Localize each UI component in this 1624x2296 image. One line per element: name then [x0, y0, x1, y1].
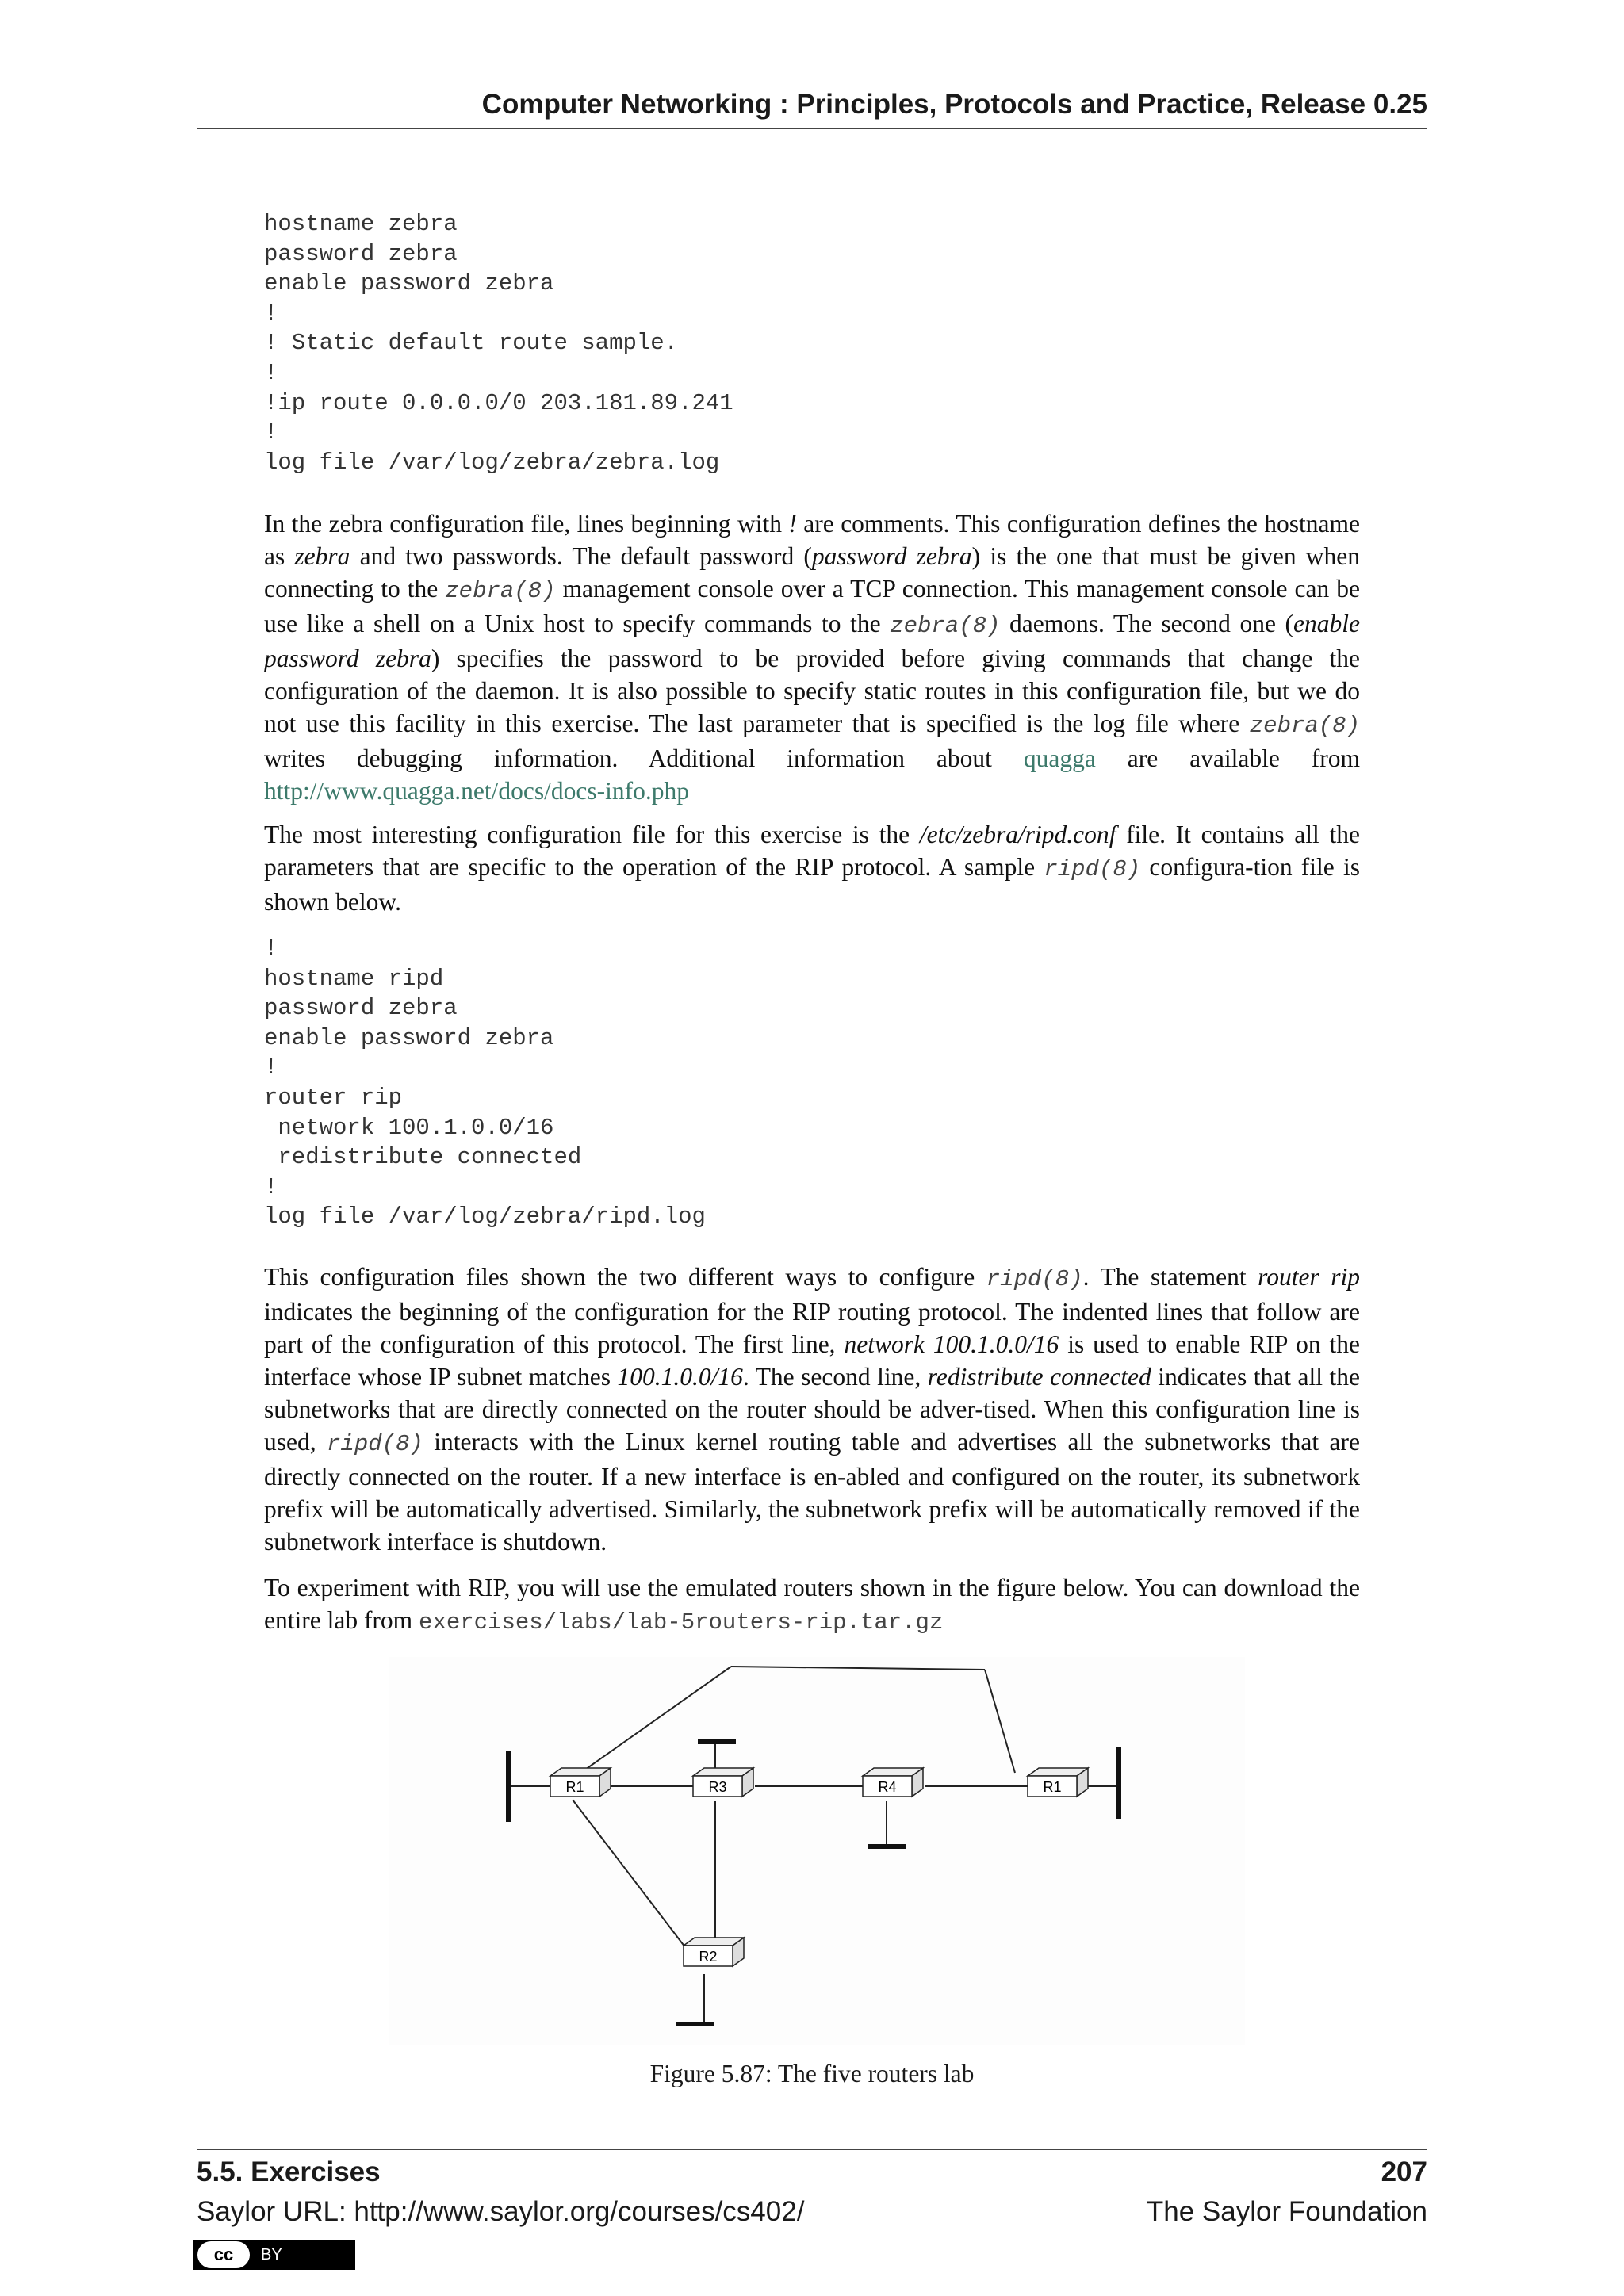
footer-org: The Saylor Foundation	[1146, 2196, 1427, 2227]
router-r3	[693, 1768, 753, 1797]
router-r2-label: R2	[699, 1949, 718, 1965]
code-block-zebra-config: hostname zebra password zebra enable password zebra ! ! Static default route sample. ! !ip route 0.0.0.0/0 203.181.89.241 ! log file /var/log/zebra/zebra.log	[264, 211, 733, 476]
quagga-link[interactable]: quagga	[1023, 744, 1096, 772]
paragraph-lab-download: To experiment with RIP, you will use the emulated routers shown in the figure below. You can download the entire lab from exercises/labs/lab-5routers-rip.tar.gz	[264, 1574, 1360, 1636]
lan-r4-bar	[868, 1844, 906, 1849]
footer-section: 5.5. Exercises	[197, 2156, 381, 2187]
router-r4	[863, 1768, 923, 1797]
lan-r2-bar	[676, 2022, 714, 2026]
link-top	[731, 1667, 985, 1670]
router-r2	[684, 1938, 744, 1966]
cc-by-license-icon: cc BY	[193, 2240, 355, 2270]
lan-right-bar	[1116, 1747, 1121, 1819]
router-r3-label: R3	[708, 1779, 727, 1795]
quagga-docs-link[interactable]: http://www.quagga.net/docs/docs-info.php	[264, 777, 689, 805]
lan-left-bar	[506, 1751, 511, 1822]
code-block-ripd-config: ! hostname ripd password zebra enable password zebra ! router rip network 100.1.0.0/16 redistribute connected ! log file /var/log/zebra/ripd.log	[264, 936, 706, 1230]
paragraph-ripd-intro: The most interesting configuration file for this exercise is the /etc/zebra/ripd.conf file. It contains all the parameters that are specific to the operation of the RIP protocol. A sample ripd(8) configura-tion file is shown below.	[264, 821, 1360, 916]
link-r1-right-top	[985, 1670, 1015, 1773]
lan-r3-bar	[698, 1739, 736, 1744]
router-r1-right-label: R1	[1043, 1779, 1062, 1795]
router-r1-left	[550, 1768, 611, 1797]
router-r4-label: R4	[878, 1779, 897, 1795]
figure-caption: Figure 5.87: The five routers lab	[649, 2060, 975, 2087]
paragraph-zebra-config: In the zebra configuration file, lines beginning with ! are comments. This configuration defines the hostname as zebra and two passwords. The default password (password zebra) is the one that must be given when connecting to the zebra(8) management console over a TCP connection. This management console can be use like a shell on a Unix host to specify commands to the zebra(8) daemons. The second one (enable password zebra) specifies the password to be provided before giving commands that change the configuration of the daemon. It is also possible to specify static routes in this configuration file, but we do not use this facility in this exercise. The last parameter that is specified is the log file where zebra(8) writes debugging information. Additional information about quagga are available from http://www.quagga.net/docs/docs-info.php	[264, 510, 1360, 805]
router-r1-left-label: R1	[565, 1779, 584, 1795]
link-r1-left-top	[585, 1667, 731, 1770]
footer-url: Saylor URL: http://www.saylor.org/courses/cs402/	[197, 2196, 805, 2227]
network-diagram	[389, 1657, 1245, 2045]
running-header: Computer Networking : Principles, Protocols and Practice, Release 0.25	[481, 89, 1427, 120]
lab-archive-path: exercises/labs/lab-5routers-rip.tar.gz	[419, 1609, 944, 1636]
paragraph-ripd-explanation: This configuration files shown the two different ways to configure ripd(8). The statement router rip indicates the beginning of the configuration for the RIP routing protocol. The indented lines that follow are part of the configuration of this protocol. The first line, network 100.1.0.0/16 is used to enable RIP on the interface whose IP subnet matches 100.1.0.0/16. The second line, redistribute connected indicates that all the subnetworks that are directly connected on the router should be adver-tised. When this configuration line is used, ripd(8) interacts with the Linux kernel routing table and advertises all the subnetworks that are directly connected on the router. If a new interface is en-abled and configured on the router, its subnetwork prefix will be automatically advertised. Similarly, the subnetwork prefix will be automatically removed if the subnetwork interface is shutdown.	[264, 1263, 1360, 1556]
figure-five-routers	[389, 1657, 1245, 2045]
header-rule	[197, 128, 1427, 129]
router-r1-right	[1028, 1768, 1088, 1797]
link-r1-r2	[573, 1800, 685, 1947]
page-number: 207	[1381, 2156, 1427, 2187]
footer-rule	[197, 2149, 1427, 2150]
